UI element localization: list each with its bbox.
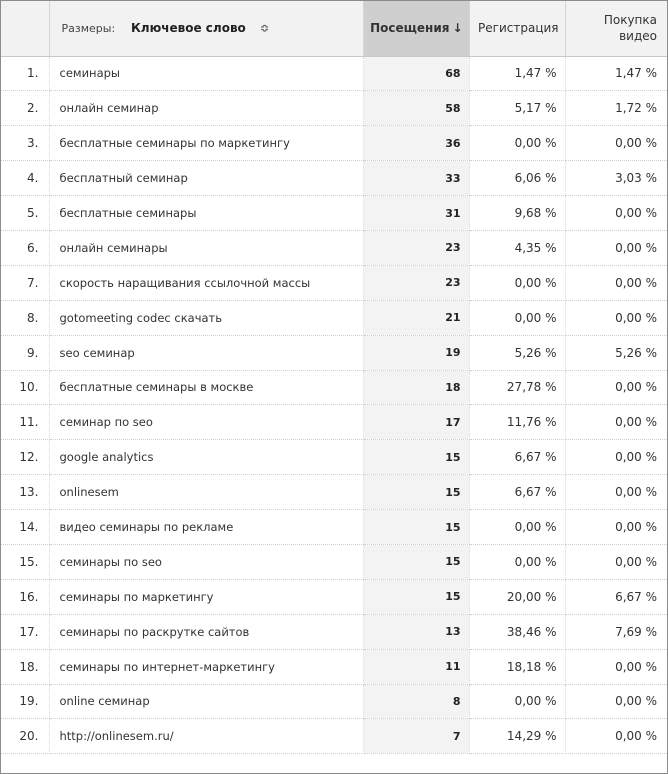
visits-value: 15 [363, 475, 469, 510]
table-row [1, 265, 667, 300]
keyword-link[interactable]: onlinesem [49, 475, 363, 510]
table-row [1, 649, 667, 684]
keyword-link[interactable]: семинары по интернет-маркетингу [49, 649, 363, 684]
visits-value: 11 [363, 649, 469, 684]
table-row [1, 544, 667, 579]
purchase-rate: 7,69 % [565, 614, 667, 649]
keyword-link[interactable]: http://onlinesem.ru/ [49, 719, 363, 754]
keyword-link[interactable]: бесплатные семинары [49, 196, 363, 231]
visits-value: 36 [363, 126, 469, 161]
dimension-selector[interactable] [127, 19, 273, 37]
row-index: 8. [1, 300, 49, 335]
purchase-rate: 0,00 % [565, 649, 667, 684]
row-index: 12. [1, 440, 49, 475]
row-index: 19. [1, 684, 49, 719]
purchase-rate: 0,00 % [565, 300, 667, 335]
row-index: 17. [1, 614, 49, 649]
row-index: 1. [1, 56, 49, 91]
visits-value: 15 [363, 440, 469, 475]
row-index: 5. [1, 196, 49, 231]
table-row [1, 475, 667, 510]
purchase-rate: 0,00 % [565, 265, 667, 300]
purchase-rate: 0,00 % [565, 719, 667, 754]
purchase-rate: 0,00 % [565, 370, 667, 405]
purchase-rate: 0,00 % [565, 510, 667, 545]
table-row [1, 335, 667, 370]
registration-header-label: Регистрация [478, 21, 559, 36]
registration-rate: 4,35 % [469, 230, 565, 265]
purchase-rate: 1,72 % [565, 91, 667, 126]
registration-rate: 11,76 % [469, 405, 565, 440]
visits-value: 23 [363, 265, 469, 300]
visits-value: 33 [363, 161, 469, 196]
registration-column-header[interactable] [469, 1, 565, 56]
sort-descending-icon: ↓ [452, 21, 463, 36]
purchase-column-header[interactable] [565, 1, 667, 56]
visits-header-label: Посещения [370, 21, 450, 36]
purchase-rate: 0,00 % [565, 440, 667, 475]
keyword-link[interactable]: семинар по seo [49, 405, 363, 440]
registration-rate: 0,00 % [469, 300, 565, 335]
registration-rate: 9,68 % [469, 196, 565, 231]
registration-rate: 0,00 % [469, 544, 565, 579]
registration-rate: 0,00 % [469, 265, 565, 300]
purchase-header-label-line1: Покупка [603, 13, 657, 28]
row-index: 13. [1, 475, 49, 510]
registration-rate: 20,00 % [469, 579, 565, 614]
visits-value: 21 [363, 300, 469, 335]
table-row [1, 196, 667, 231]
row-index: 7. [1, 265, 49, 300]
visits-column-header[interactable] [363, 1, 469, 56]
row-index: 10. [1, 370, 49, 405]
purchase-rate: 0,00 % [565, 230, 667, 265]
keyword-link[interactable]: видео семинары по рекламе [49, 510, 363, 545]
registration-rate: 18,18 % [469, 649, 565, 684]
purchase-rate: 0,00 % [565, 475, 667, 510]
keyword-link[interactable]: семинары по маркетингу [49, 579, 363, 614]
visits-value: 15 [363, 579, 469, 614]
keyword-report-table [1, 1, 667, 754]
keyword-link[interactable]: онлайн семинары [49, 230, 363, 265]
registration-rate: 0,00 % [469, 684, 565, 719]
visits-value: 18 [363, 370, 469, 405]
keyword-link[interactable]: семинары [49, 56, 363, 91]
visits-value: 31 [363, 196, 469, 231]
keyword-link[interactable]: скорость наращивания ссылочной массы [49, 265, 363, 300]
table-row [1, 56, 667, 91]
dimension-header-cell [49, 1, 363, 56]
purchase-rate: 0,00 % [565, 196, 667, 231]
keyword-link[interactable]: семинары по seo [49, 544, 363, 579]
row-index: 16. [1, 579, 49, 614]
keyword-link[interactable]: семинары по раскрутке сайтов [49, 614, 363, 649]
keyword-link[interactable]: бесплатный семинар [49, 161, 363, 196]
purchase-rate: 0,00 % [565, 126, 667, 161]
row-index: 6. [1, 230, 49, 265]
visits-value: 68 [363, 56, 469, 91]
row-index: 15. [1, 544, 49, 579]
table-row [1, 719, 667, 754]
row-index: 18. [1, 649, 49, 684]
row-index: 9. [1, 335, 49, 370]
table-row [1, 161, 667, 196]
table-row [1, 91, 667, 126]
row-index: 2. [1, 91, 49, 126]
registration-rate: 6,67 % [469, 440, 565, 475]
registration-rate: 38,46 % [469, 614, 565, 649]
table-row [1, 300, 667, 335]
table-header-row [1, 1, 667, 56]
dimensions-label: Размеры: [61, 22, 116, 36]
table-row [1, 510, 667, 545]
registration-rate: 1,47 % [469, 56, 565, 91]
table-body [1, 56, 667, 754]
visits-value: 7 [363, 719, 469, 754]
keyword-link[interactable]: online семинар [49, 684, 363, 719]
row-index: 20. [1, 719, 49, 754]
keyword-link[interactable]: gotomeeting codec скачать [49, 300, 363, 335]
visits-value: 15 [363, 510, 469, 545]
dimension-selector-value: Ключевое слово [131, 21, 246, 36]
table-row [1, 579, 667, 614]
table-row [1, 614, 667, 649]
row-index: 3. [1, 126, 49, 161]
table-row [1, 126, 667, 161]
row-index: 14. [1, 510, 49, 545]
visits-value: 19 [363, 335, 469, 370]
purchase-rate: 0,00 % [565, 684, 667, 719]
keyword-link[interactable]: онлайн семинар [49, 91, 363, 126]
keyword-link[interactable]: seo семинар [49, 335, 363, 370]
registration-rate: 27,78 % [469, 370, 565, 405]
visits-value: 13 [363, 614, 469, 649]
purchase-rate: 5,26 % [565, 335, 667, 370]
table-row [1, 405, 667, 440]
registration-rate: 0,00 % [469, 510, 565, 545]
purchase-rate: 0,00 % [565, 544, 667, 579]
registration-rate: 6,06 % [469, 161, 565, 196]
purchase-rate: 1,47 % [565, 56, 667, 91]
table-row [1, 230, 667, 265]
registration-rate: 5,26 % [469, 335, 565, 370]
registration-rate: 5,17 % [469, 91, 565, 126]
purchase-rate: 6,67 % [565, 579, 667, 614]
visits-value: 8 [363, 684, 469, 719]
table-row [1, 440, 667, 475]
chevron-up-down-icon: ≎ [259, 22, 270, 36]
visits-value: 58 [363, 91, 469, 126]
visits-value: 23 [363, 230, 469, 265]
purchase-rate: 3,03 % [565, 161, 667, 196]
table-row [1, 684, 667, 719]
table-row [1, 370, 667, 405]
row-index: 11. [1, 405, 49, 440]
row-index: 4. [1, 161, 49, 196]
visits-value: 17 [363, 405, 469, 440]
registration-rate: 0,00 % [469, 126, 565, 161]
keyword-link[interactable]: бесплатные семинары в москве [49, 370, 363, 405]
purchase-rate: 0,00 % [565, 405, 667, 440]
keyword-link[interactable]: google analytics [49, 440, 363, 475]
header-index-cell [1, 1, 49, 56]
registration-rate: 14,29 % [469, 719, 565, 754]
registration-rate: 6,67 % [469, 475, 565, 510]
purchase-header-label-line2: видео [619, 29, 657, 44]
keyword-link[interactable]: бесплатные семинары по маркетингу [49, 126, 363, 161]
visits-value: 15 [363, 544, 469, 579]
